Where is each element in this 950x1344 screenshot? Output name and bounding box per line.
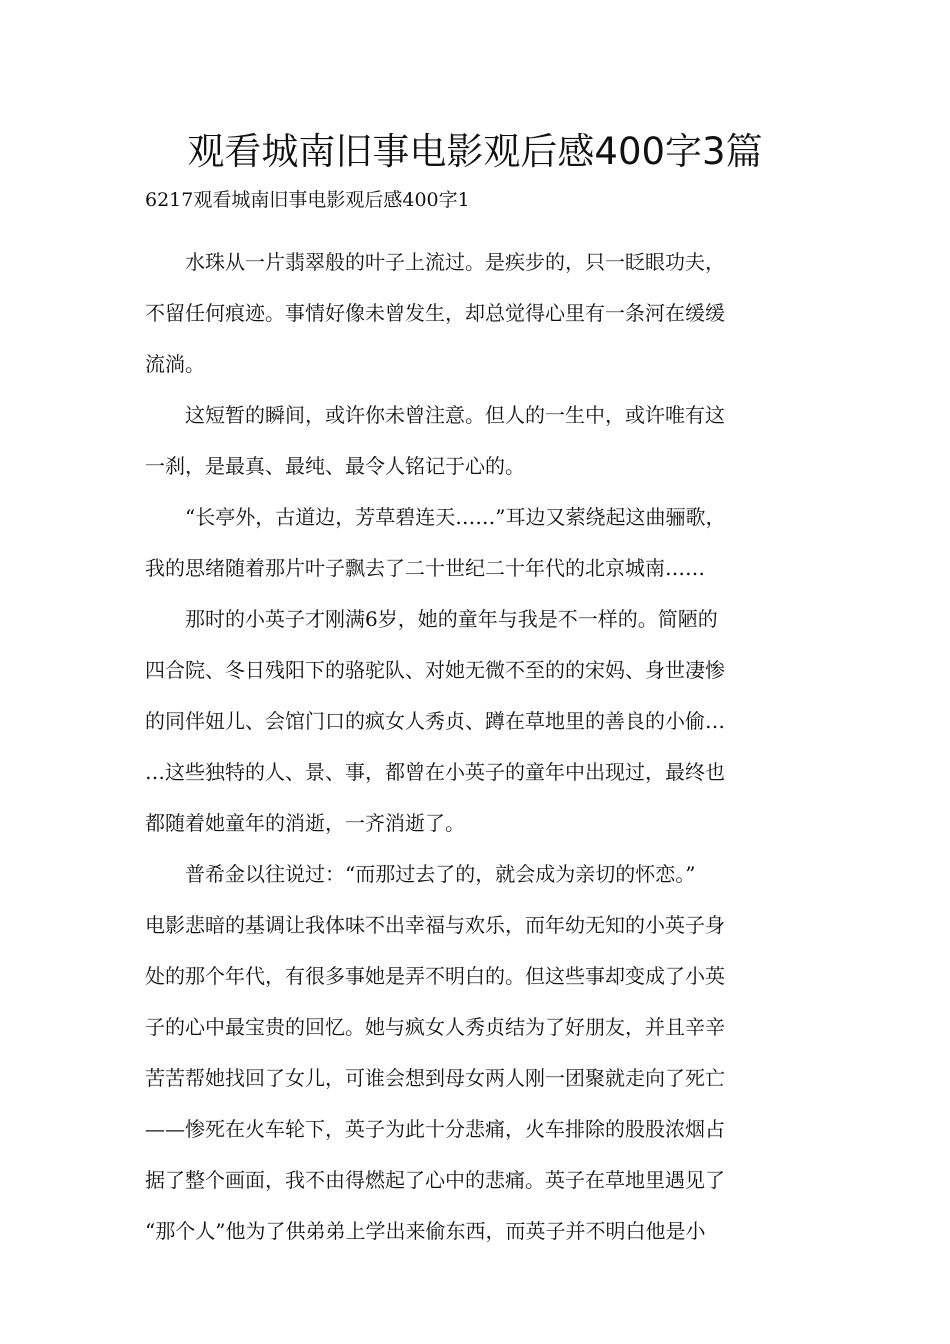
body-line: 处的那个年代，有很多事她是弄不明白的。但这些事却变成了小英: [145, 964, 725, 988]
body-line: 流淌。: [145, 352, 205, 376]
body-line: 我的思绪随着那片叶子飘去了二十世纪二十年代的北京城南……: [145, 556, 705, 580]
body-line: 的同伴妞儿、会馆门口的疯女人秀贞、蹲在草地里的善良的小偷…: [145, 709, 725, 733]
body-line: 据了整个画面，我不由得燃起了心中的悲痛。英子在草地里遇见了: [145, 1168, 725, 1192]
article-body: [145, 237, 805, 1257]
body-line: “长亭外，古道边，芳草碧连天……”耳边又萦绕起这曲骊歌，: [145, 505, 726, 529]
body-line: 这短暂的瞬间，或许你未曾注意。但人的一生中，或许唯有这: [145, 403, 725, 427]
body-line: 一刹，是最真、最纯、最令人铭记于心的。: [145, 454, 525, 478]
body-line: …这些独特的人、景、事，都曾在小英子的童年中出现过，最终也: [145, 760, 725, 784]
document-title: 观看城南旧事电影观后感400字3篇: [187, 130, 763, 173]
body-line: 普希金以往说过：“而那过去了的，就会成为亲切的怀恋。”: [145, 862, 696, 886]
body-line: 子的心中最宝贵的回忆。她与疯女人秀贞结为了好朋友，并且辛辛: [145, 1015, 725, 1039]
body-line: 都随着她童年的消逝，一齐消逝了。: [145, 811, 465, 835]
body-line: 水珠从一片翡翠般的叶子上流过。是疾步的，只一眨眼功夫，: [145, 250, 725, 274]
body-line: 那时的小英子才刚满6岁，她的童年与我是不一样的。简陋的: [145, 607, 718, 631]
body-line: ——惨死在火车轮下，英子为此十分悲痛，火车排除的股股浓烟占: [145, 1117, 725, 1141]
body-line: 电影悲暗的基调让我体味不出幸福与欢乐，而年幼无知的小英子身: [145, 913, 725, 937]
article-heading: 6217观看城南旧事电影观后感400字1: [145, 189, 470, 211]
body-line: 四合院、冬日残阳下的骆驼队、对她无微不至的的宋妈、身世凄惨: [145, 658, 725, 682]
body-line: “那个人”他为了供弟弟上学出来偷东西，而英子并不明白他是小: [145, 1219, 706, 1243]
body-line: 苦苦帮她找回了女儿，可谁会想到母女两人刚一团聚就走向了死亡: [145, 1066, 725, 1090]
body-line: 不留任何痕迹。事情好像未曾发生，却总觉得心里有一条河在缓缓: [145, 301, 725, 325]
